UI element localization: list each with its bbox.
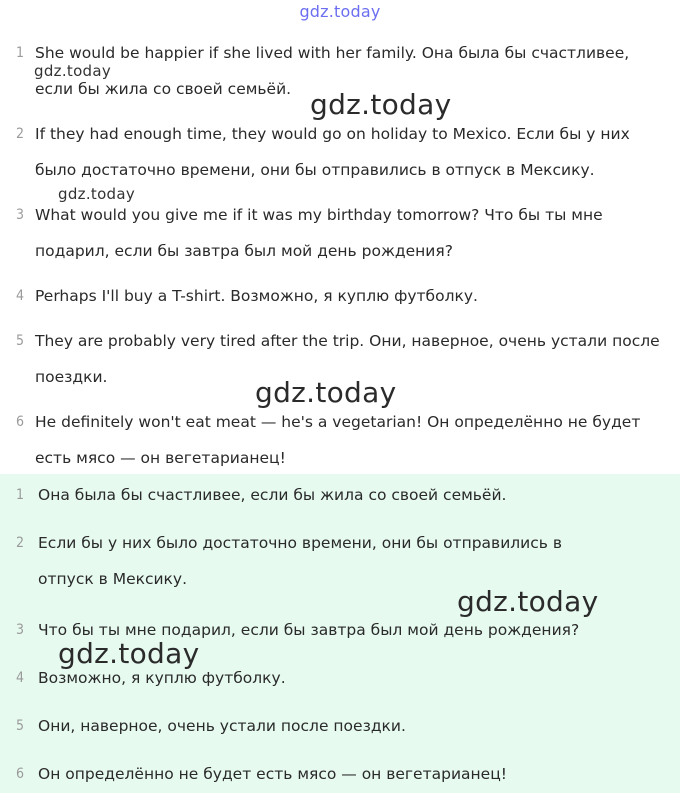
- watermark: gdz.today: [310, 88, 452, 121]
- item-text-line: Если бы у них было достаточно времени, они бы отправились в: [38, 534, 562, 552]
- item-number: 1: [16, 45, 25, 61]
- item-number: 4: [16, 288, 25, 304]
- item-text-line: если бы жила со своей семьёй.: [35, 80, 292, 98]
- item-text-line: поездки.: [35, 368, 108, 386]
- item-number: 6: [16, 766, 25, 782]
- item-text-line: Они, наверное, очень устали после поездки.: [38, 717, 406, 735]
- item-text-line: подарил, если бы завтра был мой день рождения?: [35, 242, 453, 260]
- item-number: 3: [16, 622, 25, 638]
- item-text-line: есть мясо — он вегетарианец!: [35, 449, 286, 467]
- item-text-line: Он определённо не будет есть мясо — он вегетарианец!: [38, 765, 507, 783]
- item-number: 2: [16, 126, 25, 142]
- item-text-line: Возможно, я куплю футболку.: [38, 669, 286, 687]
- item-number: 5: [16, 718, 25, 734]
- item-text-line: If they had enough time, they would go on holiday to Mexico. Если бы у них: [35, 125, 630, 143]
- item-text-line: Она была бы счастливее, если бы жила со своей семьёй.: [38, 486, 507, 504]
- item-text-line: She would be happier if she lived with her family. Она была бы счастливее,: [35, 44, 630, 62]
- item-number: 6: [16, 414, 25, 430]
- item-number: 3: [16, 207, 25, 223]
- item-text-line: He definitely won't eat meat — he's a vegetarian! Он определённо не будет: [35, 413, 641, 431]
- watermark: gdz.today: [255, 376, 397, 409]
- item-number: 1: [16, 487, 25, 503]
- watermark: gdz.today: [457, 585, 599, 618]
- item-text-line: было достаточно времени, они бы отправились в отпуск в Мексику.: [35, 161, 595, 179]
- watermark: gdz.today: [34, 62, 112, 80]
- watermark: gdz.today: [58, 637, 200, 670]
- item-number: 4: [16, 670, 25, 686]
- item-number: 2: [16, 535, 25, 551]
- item-number: 5: [16, 333, 25, 349]
- item-text-line: Что бы ты мне подарил, если бы завтра был мой день рождения?: [38, 621, 580, 639]
- item-text-line: Perhaps I'll buy a T-shirt. Возможно, я куплю футболку.: [35, 287, 478, 305]
- item-text-line: They are probably very tired after the trip. Они, наверное, очень устали после: [35, 332, 660, 350]
- item-text-line: отпуск в Мексику.: [38, 570, 188, 588]
- header-watermark: gdz.today: [299, 2, 381, 21]
- watermark: gdz.today: [58, 185, 136, 203]
- item-text-line: What would you give me if it was my birthday tomorrow? Что бы ты мне: [35, 206, 603, 224]
